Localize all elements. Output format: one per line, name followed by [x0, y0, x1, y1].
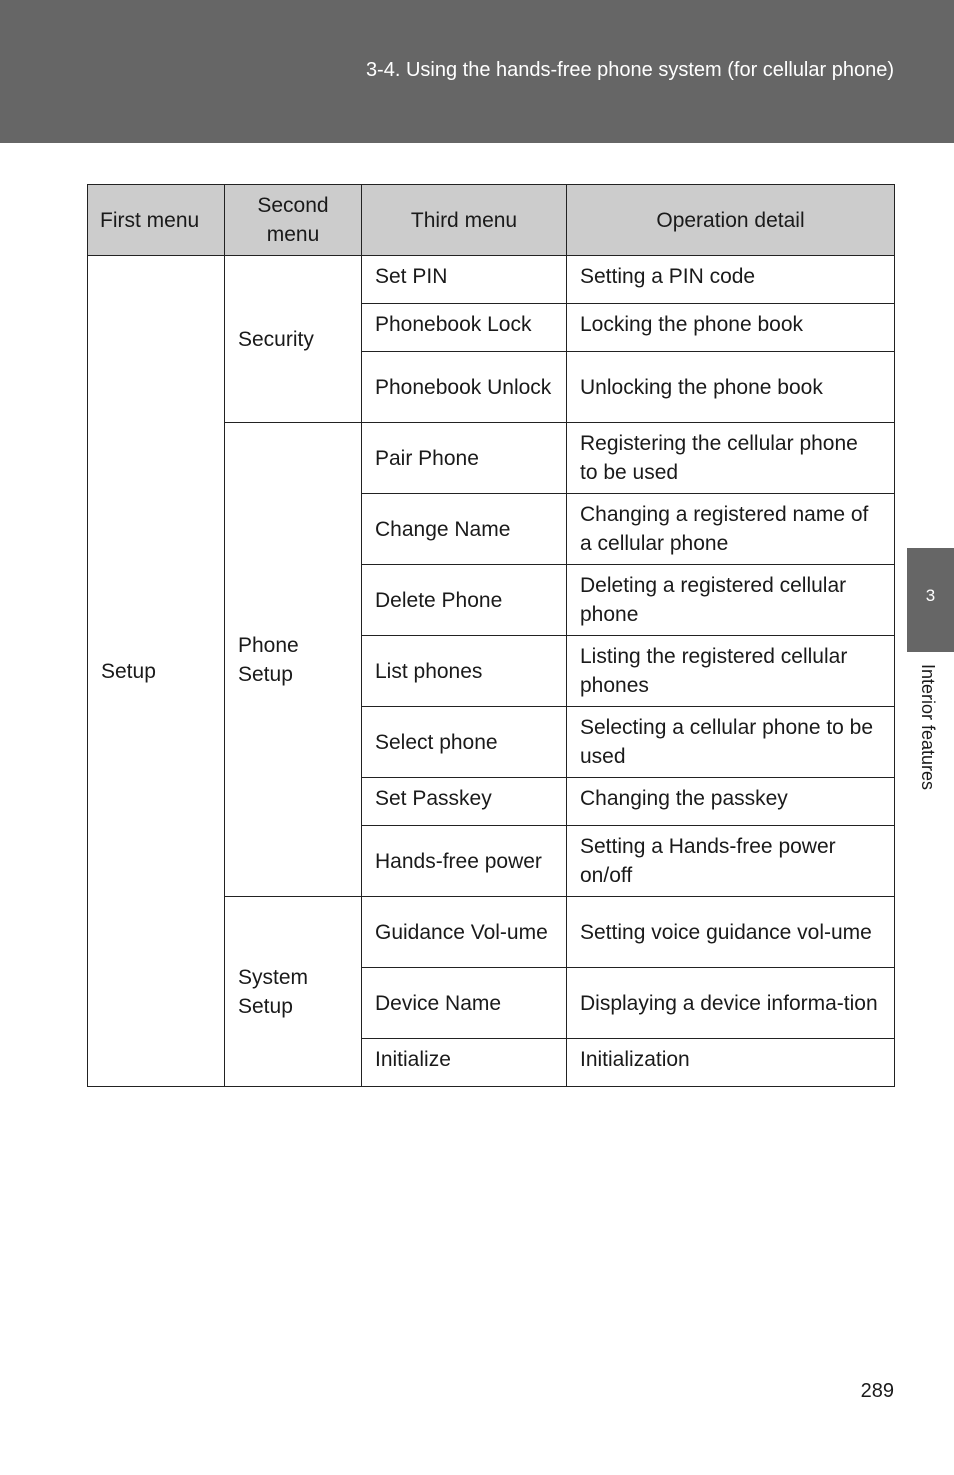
operation-detail-cell: Setting a PIN code	[567, 256, 895, 304]
chapter-label: Interior features	[918, 664, 938, 791]
operation-detail-cell: Changing the passkey	[567, 778, 895, 826]
second-menu-cell: System Setup	[225, 897, 362, 1087]
third-menu-cell: Device Name	[362, 968, 567, 1039]
third-menu-cell: Select phone	[362, 707, 567, 778]
third-menu-cell: Pair Phone	[362, 423, 567, 494]
table-row	[88, 256, 895, 304]
operation-detail-cell: Changing a registered name of a cellular phone	[567, 494, 895, 565]
third-menu-cell: Hands-free power	[362, 826, 567, 897]
column-header-third-menu: Third menu	[362, 185, 567, 256]
second-menu-cell: Phone Setup	[225, 423, 362, 897]
operation-detail-cell: Initialization	[567, 1039, 895, 1087]
first-menu-cell: Setup	[88, 256, 225, 1087]
operation-detail-cell: Listing the registered cellular phones	[567, 636, 895, 707]
operation-detail-cell: Deleting a registered cellular phone	[567, 565, 895, 636]
third-menu-cell: Set PIN	[362, 256, 567, 304]
column-header-second-menu: Second menu	[225, 185, 362, 256]
column-header-operation-detail: Operation detail	[567, 185, 895, 256]
third-menu-cell: Guidance Vol-ume	[362, 897, 567, 968]
operation-detail-cell: Registering the cellular phone to be used	[567, 423, 895, 494]
second-menu-cell: Security	[225, 256, 362, 423]
operation-detail-cell: Setting a Hands-free power on/off	[567, 826, 895, 897]
header-band	[0, 0, 954, 143]
operation-detail-cell: Locking the phone book	[567, 304, 895, 352]
operation-detail-cell: Selecting a cellular phone to be used	[567, 707, 895, 778]
third-menu-cell: List phones	[362, 636, 567, 707]
operation-detail-cell: Setting voice guidance vol-ume	[567, 897, 895, 968]
third-menu-cell: Initialize	[362, 1039, 567, 1087]
operation-detail-cell: Unlocking the phone book	[567, 352, 895, 423]
third-menu-cell: Set Passkey	[362, 778, 567, 826]
table-header-row	[88, 185, 895, 256]
third-menu-cell: Change Name	[362, 494, 567, 565]
section-title: 3-4. Using the hands-free phone system (for cellular phone)	[365, 59, 894, 81]
operation-detail-cell: Displaying a device informa-tion	[567, 968, 895, 1039]
chapter-number: 3	[925, 586, 936, 605]
chapter-tab	[907, 548, 954, 652]
third-menu-cell: Delete Phone	[362, 565, 567, 636]
page-number: 289	[860, 1380, 894, 1402]
third-menu-cell: Phonebook Unlock	[362, 352, 567, 423]
column-header-first-menu: First menu	[88, 185, 225, 256]
third-menu-cell: Phonebook Lock	[362, 304, 567, 352]
menu-table	[87, 184, 895, 1087]
